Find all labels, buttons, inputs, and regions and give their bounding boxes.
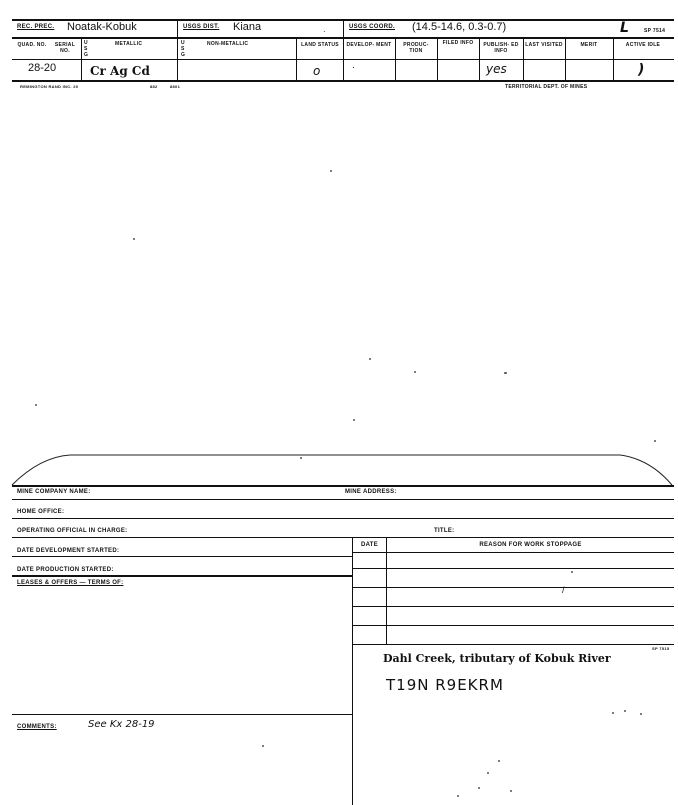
pencil-mark: /	[562, 585, 565, 595]
speck	[133, 238, 135, 240]
speck	[35, 404, 37, 406]
row-development: .	[352, 60, 355, 71]
dept-imprint: TERRITORIAL DEPT. OF MINES	[505, 84, 588, 90]
company-rule-top	[12, 485, 674, 487]
usgs-dist-value: Kiana	[233, 21, 262, 33]
township-handwritten: T19N R9EKRM	[386, 676, 504, 694]
table-row-rule	[352, 606, 674, 607]
col-filed-info: FILED INFO	[442, 40, 474, 46]
speck	[478, 787, 480, 789]
col-nonmetallic: NON-METALLIC	[207, 41, 249, 47]
col-last-visited: LAST VISITED	[525, 42, 563, 48]
speck	[330, 170, 332, 172]
operating-official-label: OPERATING OFFICIAL IN CHARGE:	[17, 528, 128, 534]
form-number-top: SP 7514	[644, 28, 666, 34]
home-office-rule	[12, 518, 674, 519]
row-quad-serial: 28-20	[28, 62, 57, 74]
speck	[457, 795, 459, 797]
table-row-rule	[352, 587, 674, 588]
col-usg-metallic: U S G	[84, 40, 89, 58]
col-land-status: LAND STATUS	[301, 42, 339, 48]
title-label: TITLE:	[434, 528, 455, 534]
speck	[498, 760, 500, 762]
speck	[369, 358, 371, 360]
corner-mark: L	[620, 20, 629, 36]
table-header-rule	[352, 552, 674, 553]
speck	[654, 440, 656, 442]
usgs-dist-label: USGS DIST.	[183, 24, 220, 30]
date-header: DATE	[360, 542, 379, 548]
col-active-idle: ACTIVE IDLE	[625, 42, 661, 48]
dev-started-rule	[12, 556, 352, 557]
speck	[504, 372, 507, 374]
row-published-info: yes	[486, 62, 507, 76]
speck	[571, 571, 573, 573]
row-metallic: Cr Ag Cd	[90, 64, 150, 78]
form-number-bottom: SP 7515	[652, 646, 670, 651]
speck	[510, 790, 512, 792]
location-stamp: Dahl Creek, tributary of Kobuk River	[383, 652, 611, 665]
speck	[487, 772, 489, 774]
speck	[262, 745, 264, 747]
official-rule	[12, 537, 674, 538]
printer-imprint: REMINGTON RAND INC. 20	[20, 84, 79, 89]
speck	[624, 710, 626, 712]
table-row-rule	[352, 568, 674, 569]
speck	[612, 712, 614, 714]
comments-value: See Kx 28-19	[88, 719, 155, 730]
table-left-rule	[352, 537, 353, 805]
comments-rule	[12, 714, 352, 715]
mine-company-name-label: MINE COMPANY NAME:	[17, 489, 91, 495]
home-office-label: HOME OFFICE:	[17, 509, 65, 515]
rec-prec-label: REC. PREC.	[17, 24, 55, 30]
divider-usgs-coord	[343, 19, 344, 81]
speck	[640, 713, 642, 715]
col-serial-no: SERIAL NO.	[54, 42, 76, 54]
card-edge-curve	[0, 445, 678, 495]
usgs-coord-value: (14.5-14.6, 0.3-0.7)	[412, 21, 507, 33]
printer-code-b: 8801	[170, 84, 181, 89]
table-row-rule	[352, 644, 674, 645]
col-metallic: METALLIC	[115, 41, 143, 47]
mine-address-label: MINE ADDRESS:	[345, 489, 397, 495]
usgs-coord-label: USGS COORD.	[349, 24, 395, 30]
col-production: PRODUC- TION	[403, 42, 429, 54]
speck	[414, 371, 416, 373]
table-row-rule	[352, 625, 674, 626]
divider-usgs-dist	[177, 19, 178, 81]
col-usg-nonmetallic: U S G	[181, 40, 186, 58]
comments-label: COMMENTS:	[17, 724, 57, 730]
reason-header: REASON FOR WORK STOPPAGE	[479, 542, 582, 548]
printer-code-a: 882	[150, 84, 158, 89]
row-land-status: o	[313, 64, 321, 78]
col-merit: MERIT	[580, 42, 598, 48]
divider-usg-metal	[81, 37, 82, 81]
date-prod-started-label: DATE PRODUCTION STARTED:	[17, 567, 114, 573]
company-rule-bottom	[12, 499, 674, 500]
prod-started-rule	[12, 575, 352, 577]
speck	[353, 419, 355, 421]
dot-mark: ·	[323, 27, 326, 36]
row-active-idle: )	[638, 62, 645, 78]
rec-prec-value: Noatak-Kobuk	[67, 21, 137, 33]
col-development: DEVELOP- MENT	[346, 42, 392, 48]
leases-offers-label: LEASES & OFFERS — TERMS OF:	[17, 580, 124, 586]
col-published-info: PUBLISH- ED INFO	[483, 42, 519, 54]
date-dev-started-label: DATE DEVELOPMENT STARTED:	[17, 548, 120, 554]
col-quad-no: QUAD. NO.	[17, 42, 47, 48]
table-date-rule	[386, 537, 387, 645]
